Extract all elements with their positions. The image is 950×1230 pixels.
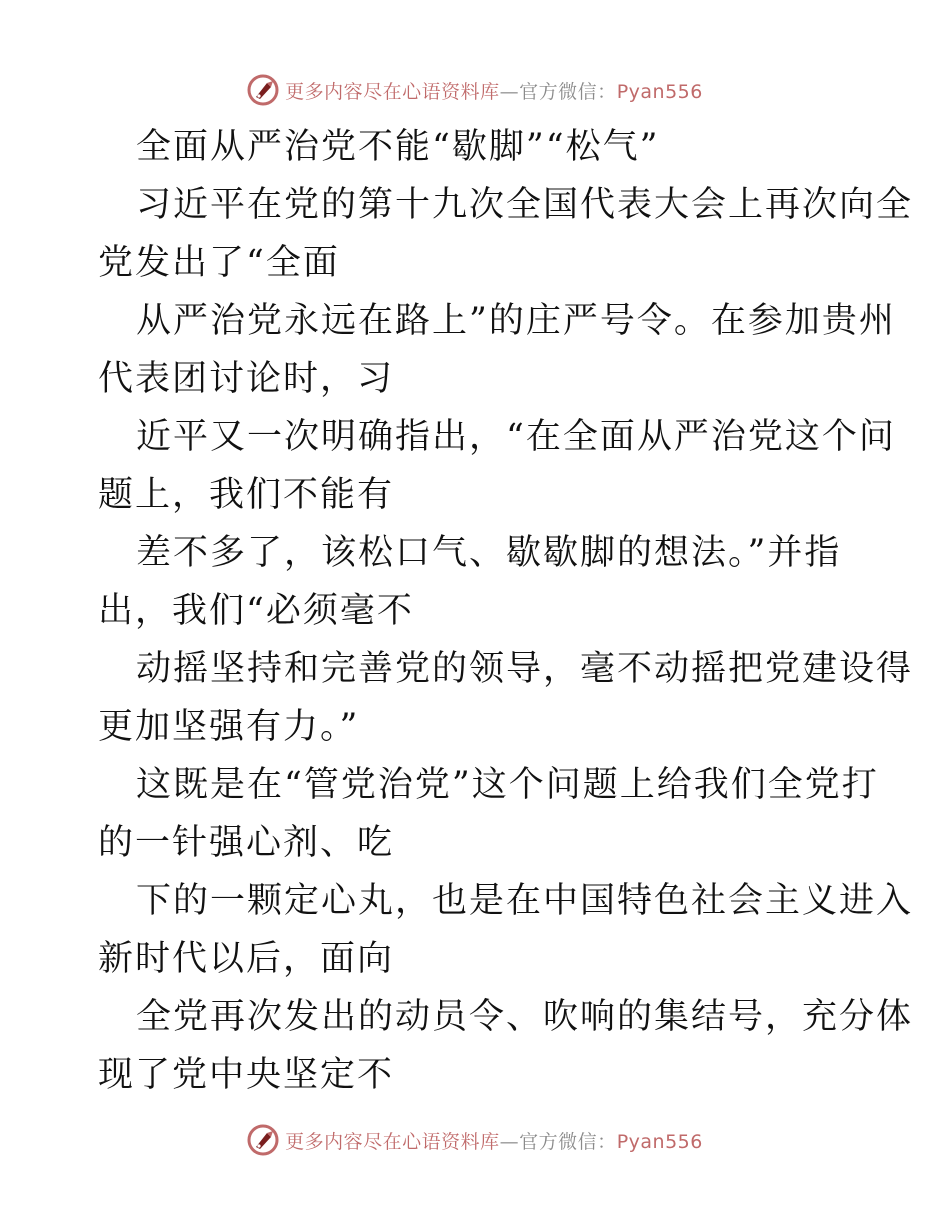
header-sub: 官方微信： bbox=[519, 80, 617, 103]
footer-dash: — bbox=[499, 1130, 520, 1153]
section-title: 全面从严治党不能“歇脚”“松气” bbox=[136, 127, 660, 167]
footer-banner bbox=[0, 1120, 950, 1160]
text-line: 的一针强心剂、吃 bbox=[98, 823, 395, 863]
text-line: 更加坚强有力。” bbox=[98, 707, 360, 747]
text-line: 题上，我们不能有 bbox=[98, 475, 395, 515]
text-line: 从严治党永远在路上”的庄严号令。在参加贵州 bbox=[136, 301, 896, 341]
pen-nib-logo-icon bbox=[247, 74, 279, 106]
footer-sub: 官方微信： bbox=[519, 1130, 617, 1153]
header-dash: — bbox=[499, 80, 520, 103]
text-line: 下的一颗定心丸，也是在中国特色社会主义进入 bbox=[136, 881, 914, 921]
text-line: 近平又一次明确指出，“在全面从严治党这个问 bbox=[136, 417, 896, 457]
text-line: 现了党中央坚定不 bbox=[98, 1055, 395, 1095]
text-line: 代表团讨论时，习 bbox=[98, 359, 395, 399]
text-line: 出，我们“必须毫不 bbox=[98, 591, 414, 631]
text-line: 习近平在党的第十九次全国代表大会上再次向全 bbox=[136, 185, 914, 225]
text-line: 动摇坚持和完善党的领导，毫不动摇把党建设得 bbox=[136, 649, 914, 689]
text-line: 党发出了“全面 bbox=[98, 243, 340, 283]
footer-lead: 更多内容尽在心语资料库 bbox=[285, 1130, 500, 1153]
pen-nib-logo-icon bbox=[247, 1124, 279, 1156]
text-line: 新时代以后，面向 bbox=[98, 939, 395, 979]
text-line: 差不多了，该松口气、歇歇脚的想法。”并指 bbox=[136, 533, 842, 573]
text-line: 这既是在“管党治党”这个问题上给我们全党打 bbox=[136, 765, 879, 805]
header-banner-text bbox=[285, 77, 703, 104]
text-line: 全党再次发出的动员令、吹响的集结号，充分体 bbox=[136, 997, 914, 1037]
header-code: Pyan556 bbox=[616, 80, 703, 103]
header-lead: 更多内容尽在心语资料库 bbox=[285, 80, 500, 103]
footer-banner-text bbox=[285, 1127, 703, 1154]
footer-code: Pyan556 bbox=[616, 1130, 703, 1153]
document-body bbox=[98, 118, 914, 1104]
header-banner bbox=[0, 70, 950, 110]
